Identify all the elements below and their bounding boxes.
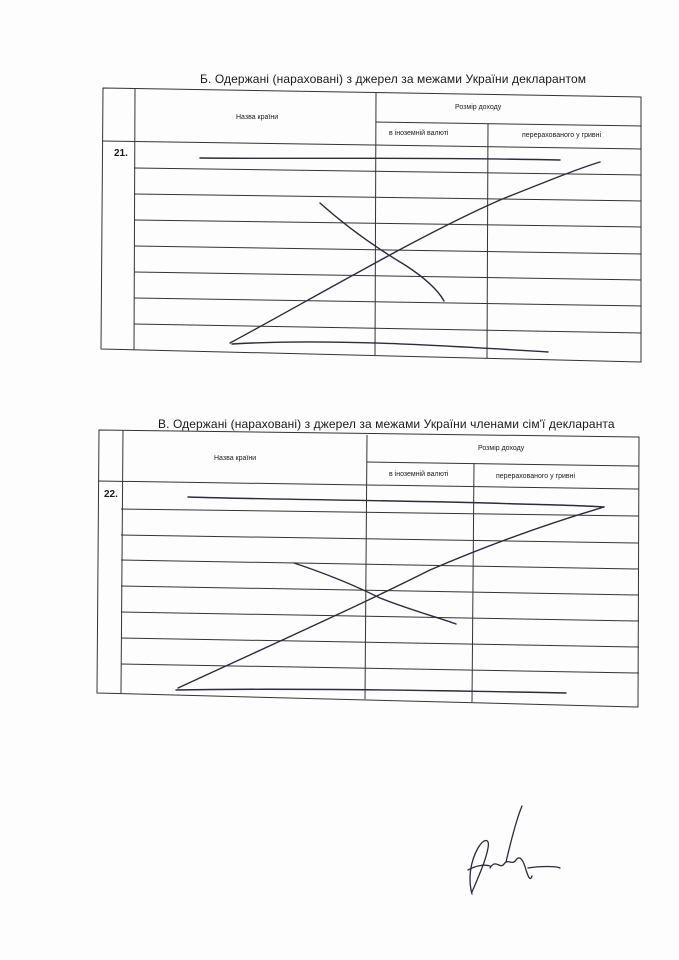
table-v-header-foreign: в іноземній валюті	[389, 471, 449, 478]
signature	[468, 806, 560, 894]
table-v-header-country: Назва країни	[214, 455, 257, 462]
table-b-header-country: Назва країни	[236, 114, 279, 121]
table-b-header-uah: перерахованого у гривні	[522, 132, 602, 139]
table-v-header-uah: перерахованого у гривні	[496, 473, 576, 480]
table-v-strike-marks	[176, 497, 604, 693]
section-v-title: В. Одержані (нараховані) з джерел за межами України членами сім'ї декларанта	[158, 417, 615, 431]
table-v-grid	[97, 430, 639, 707]
table-v-row-number: 22.	[104, 489, 118, 500]
table-b-header-foreign: в іноземній валюті	[389, 130, 449, 137]
section-b-title: Б. Одержані (нараховані) з джерел за межами України декларантом	[200, 72, 587, 86]
table-b-row-number: 21.	[114, 148, 128, 159]
table-b-strike-marks	[200, 158, 600, 352]
table-v-header-income: Розмір доходу	[478, 445, 525, 452]
table-b-grid	[101, 88, 641, 362]
table-b-header-income: Розмір доходу	[455, 104, 502, 111]
